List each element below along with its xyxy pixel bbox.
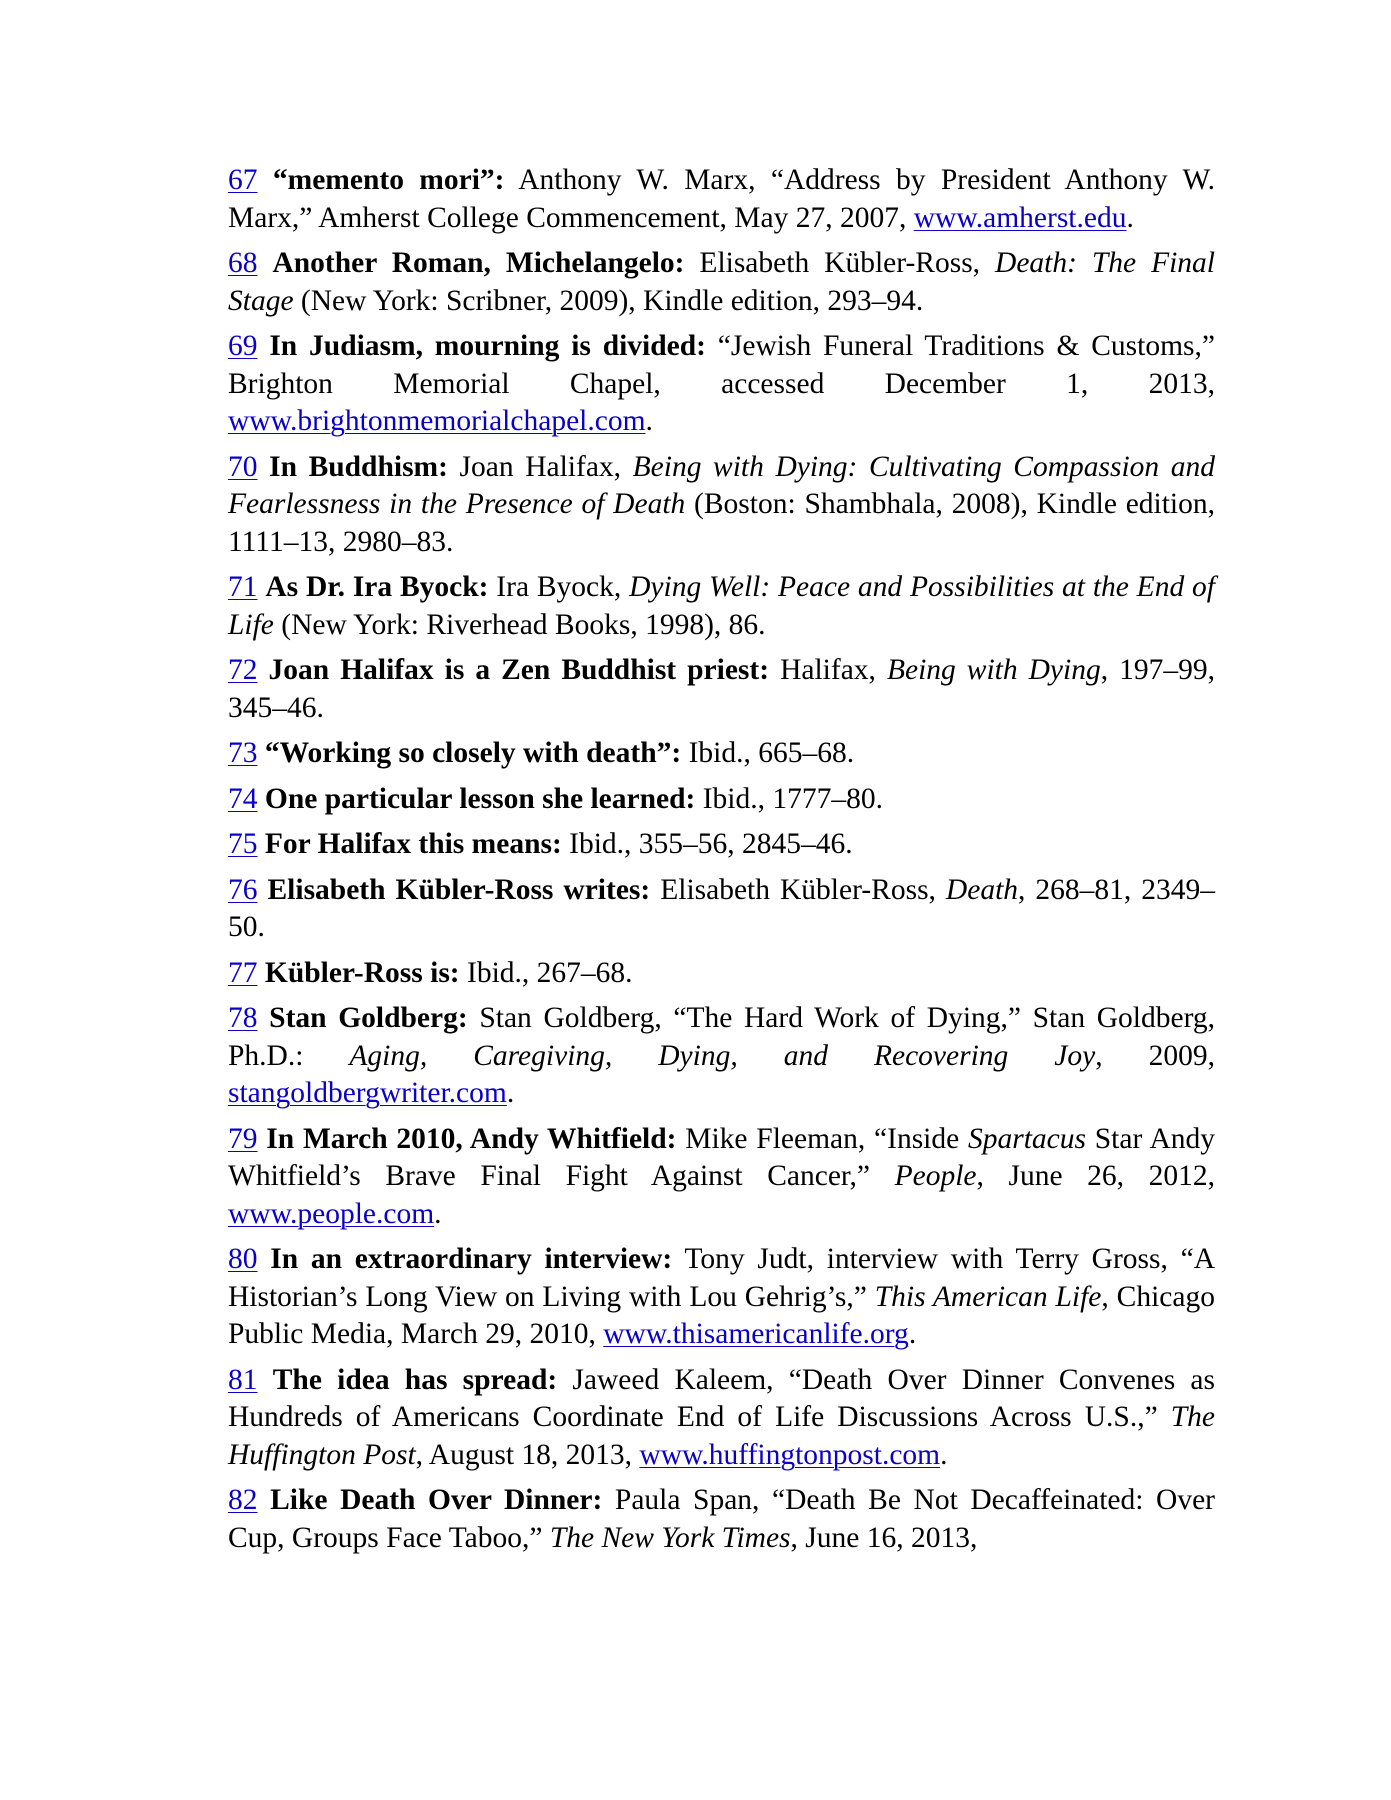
- endnote-text: Tony Judt, interview with Terry Gross, “A Historian’s Long View on Living with Lou Gehrig’s,”: [228, 1243, 1216, 1313]
- endnote-text: .: [940, 1438, 948, 1471]
- endnote-text: , 197–99, 345–46.: [228, 654, 1216, 724]
- endnote-backlink[interactable]: 70: [228, 450, 258, 483]
- endnote-text: Elisabeth Kübler-Ross,: [684, 247, 996, 279]
- endnote-backlink[interactable]: 82: [228, 1484, 258, 1516]
- endnote-74: [228, 781, 1215, 819]
- endnote-backlink[interactable]: 73: [228, 737, 258, 769]
- endnote-75: [228, 826, 1215, 864]
- endnote-backlink[interactable]: 78: [228, 1002, 258, 1034]
- endnote-79: [228, 1121, 1215, 1234]
- endnote-70: [228, 449, 1215, 562]
- endnote-text: , 268–81, 2349–50.: [228, 873, 1216, 943]
- endnote-78: [228, 1000, 1215, 1113]
- endnote-url-link[interactable]: www.brightonmemorialchapel.com: [228, 405, 646, 437]
- endnote-keyphrase: As Dr. Ira Byock:: [265, 571, 489, 603]
- endnote-81: [228, 1362, 1215, 1475]
- endnote-keyphrase: “Working so closely with death”:: [264, 737, 682, 769]
- endnote-backlink[interactable]: 67: [228, 164, 258, 196]
- endnote-text: Anthony W. Marx, “Address by President Anthony W. Marx,” Amherst College Commencement, May 27, 2007,: [228, 164, 1215, 234]
- endnote-text: .: [645, 405, 653, 437]
- endnote-backlink[interactable]: 68: [228, 247, 258, 279]
- endnote-url-link[interactable]: www.huffingtonpost.com: [639, 1438, 941, 1471]
- endnote-text: Halifax,: [769, 654, 887, 686]
- endnote-text: Ibid., 355–56, 2845–46.: [561, 828, 853, 860]
- endnote-backlink[interactable]: 80: [228, 1243, 258, 1275]
- endnote-76: [228, 872, 1215, 947]
- endnote-backlink[interactable]: 79: [228, 1122, 258, 1155]
- endnote-68: [228, 245, 1215, 320]
- endnote-backlink[interactable]: 69: [228, 330, 258, 362]
- endnote-text: “Jewish Funeral Traditions & Customs,” Brighton Memorial Chapel, accessed December 1, 2013,: [228, 330, 1215, 400]
- endnote-text: Jaweed Kaleem, “Death Over Dinner Convenes as Hundreds of Americans Coordinate End of Life Discussions Across U.S.,”: [228, 1363, 1216, 1433]
- endnote-text: Mike Fleeman, “Inside: [676, 1122, 968, 1155]
- endnote-title: Being with Dying: Cultivating Compassion and Fearlessness in the Presence of Death: [228, 450, 1216, 520]
- endnote-80: [228, 1241, 1215, 1354]
- endnote-title: This American Life: [874, 1280, 1102, 1313]
- endnote-keyphrase: Another Roman, Michelangelo:: [272, 247, 685, 279]
- endnote-keyphrase: “memento mori”:: [272, 164, 505, 196]
- endnote-keyphrase: In Judiasm, mourning is divided:: [269, 330, 706, 362]
- endnotes-list: [228, 162, 1215, 1565]
- endnote-url-link[interactable]: stangoldbergwriter.com: [228, 1077, 507, 1109]
- endnote-keyphrase: Like Death Over Dinner:: [270, 1484, 603, 1516]
- endnote-text: Ibid., 665–68.: [681, 737, 855, 769]
- endnote-backlink[interactable]: 75: [228, 828, 258, 860]
- endnote-backlink[interactable]: 77: [228, 956, 258, 989]
- endnote-title: Spartacus: [968, 1122, 1086, 1155]
- endnote-text: Ira Byock,: [488, 571, 630, 603]
- endnote-title: The New York Times: [549, 1521, 791, 1554]
- endnote-title: Death: The Final Stage: [228, 247, 1215, 317]
- endnote-title: Death: [945, 873, 1019, 906]
- endnote-text: (New York: Scribner, 2009), Kindle edition, 293–94.: [293, 284, 924, 317]
- endnote-keyphrase: The idea has spread:: [272, 1363, 558, 1396]
- endnote-73: [228, 735, 1215, 773]
- endnote-url-link[interactable]: www.amherst.edu: [913, 201, 1127, 234]
- endnote-keyphrase: Joan Halifax is a Zen Buddhist priest:: [268, 654, 770, 686]
- endnote-keyphrase: Kübler-Ross is:: [264, 956, 460, 989]
- endnote-text: Paula Span, “Death Be Not Decaffeinated: Over Cup, Groups Face Taboo,”: [228, 1484, 1215, 1554]
- endnote-text: Stan Goldberg, “The Hard Work of Dying,” Stan Goldberg, Ph.D.:: [228, 1002, 1216, 1072]
- endnote-text: Ibid., 1777–80.: [695, 782, 884, 815]
- endnote-text: Elisabeth Kübler-Ross,: [650, 873, 946, 906]
- endnote-text: , August 18, 2013,: [415, 1438, 640, 1471]
- endnote-text: , 2009,: [1095, 1039, 1215, 1072]
- endnote-text: Joan Halifax,: [447, 450, 633, 483]
- endnote-text: (New York: Riverhead Books, 1998), 86.: [273, 608, 766, 641]
- endnote-82: [228, 1482, 1215, 1557]
- endnote-72: [228, 652, 1215, 727]
- endnote-title: Dying Well: Peace and Possibilities at the End of Life: [228, 571, 1215, 641]
- endnote-title: Aging, Caregiving, Dying, and Recovering Joy: [349, 1039, 1096, 1072]
- endnote-keyphrase: One particular lesson she learned:: [264, 782, 696, 815]
- endnote-keyphrase: In an extraordinary interview:: [270, 1243, 673, 1275]
- endnote-backlink[interactable]: 72: [228, 654, 258, 686]
- endnote-backlink[interactable]: 74: [228, 782, 258, 815]
- endnote-text: , June 26, 2012,: [976, 1160, 1216, 1192]
- endnote-backlink[interactable]: 71: [228, 571, 258, 603]
- endnote-77: [228, 955, 1215, 993]
- endnote-title: Being with Dying: [886, 654, 1101, 686]
- endnote-text: Star Andy Whitfield’s Brave Final Fight Against Cancer,”: [228, 1122, 1215, 1192]
- endnote-url-link[interactable]: www.thisamericanlife.org: [603, 1318, 909, 1350]
- endnote-67: [228, 162, 1215, 237]
- endnote-text: .: [1126, 201, 1134, 234]
- endnote-title: People: [894, 1160, 977, 1192]
- endnote-keyphrase: In March 2010, Andy Whitfield:: [266, 1122, 677, 1155]
- endnote-text: Ibid., 267–68.: [459, 956, 633, 989]
- endnote-keyphrase: For Halifax this means:: [264, 828, 562, 860]
- endnote-backlink[interactable]: 81: [228, 1363, 258, 1396]
- endnote-text: , June 16, 2013,: [790, 1521, 978, 1554]
- endnote-text: , Chicago Public Media, March 29, 2010,: [228, 1280, 1215, 1350]
- endnote-keyphrase: Elisabeth Kübler-Ross writes:: [267, 873, 651, 906]
- endnote-text: .: [506, 1077, 515, 1109]
- endnote-url-link[interactable]: www.people.com: [228, 1197, 435, 1230]
- endnote-backlink[interactable]: 76: [228, 873, 258, 906]
- endnote-text: (Boston: Shambhala, 2008), Kindle edition, 1111–13, 2980–83.: [228, 488, 1215, 558]
- endnote-69: [228, 328, 1215, 441]
- endnote-text: .: [434, 1197, 442, 1230]
- endnote-text: .: [908, 1318, 917, 1350]
- endnote-title: The Huffington Post: [228, 1401, 1215, 1471]
- endnote-keyphrase: In Buddhism:: [269, 450, 448, 483]
- endnote-keyphrase: Stan Goldberg:: [269, 1002, 468, 1034]
- endnote-71: [228, 569, 1215, 644]
